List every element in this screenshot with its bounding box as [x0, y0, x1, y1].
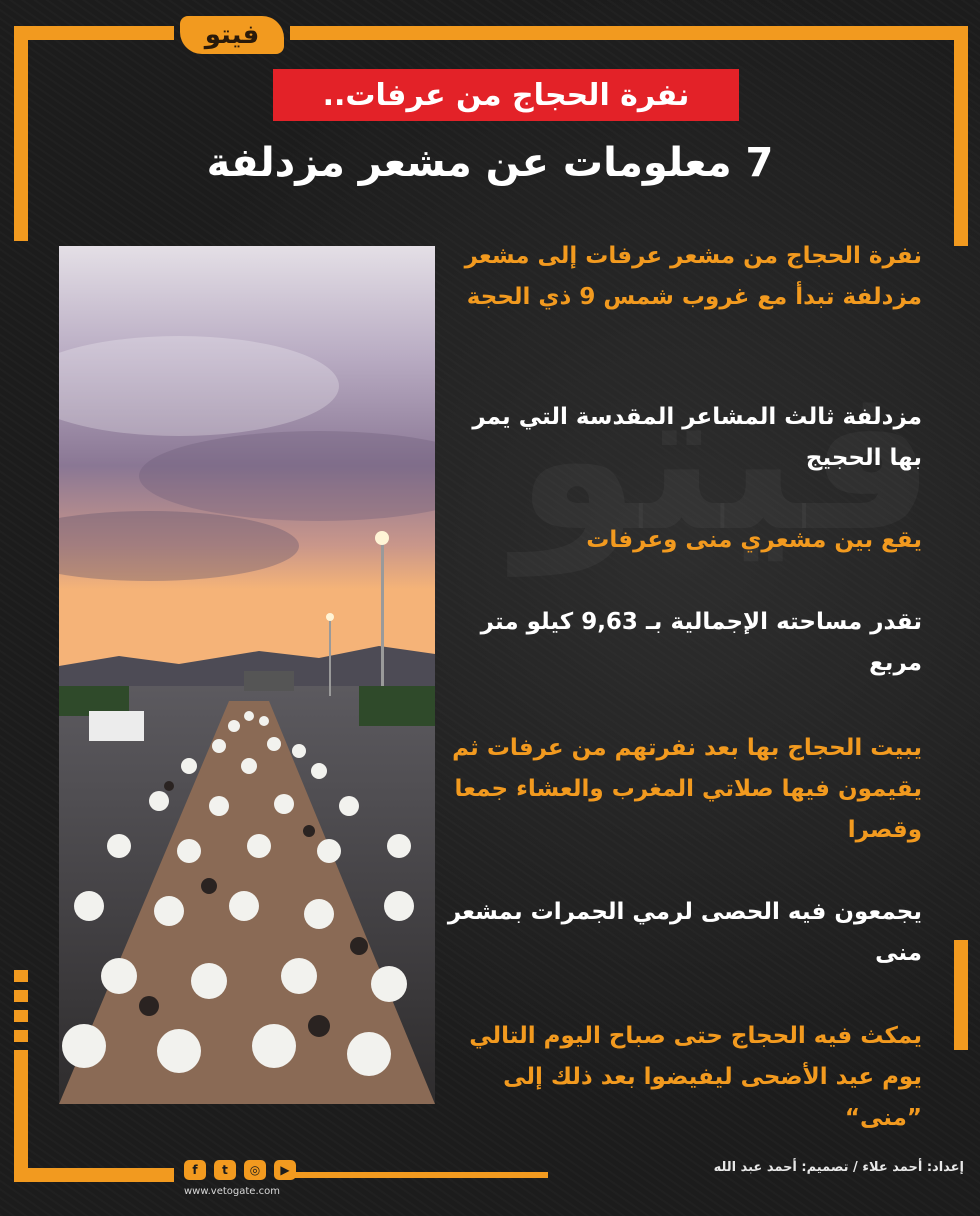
- banner-text: نفرة الحجاج من عرفات..: [322, 77, 690, 113]
- fact-6: يجمعون فيه الحصى لرمي الجمرات بمشعر منى: [447, 899, 922, 966]
- fact-7: يمكث فيه الحجاج حتى صباح اليوم التالي يوم عيد الأضحى ليفيضوا بعد ذلك إلى ”منى“: [469, 1023, 922, 1131]
- header-banner: [273, 69, 739, 121]
- youtube-icon[interactable]: ▶: [274, 1160, 296, 1180]
- pilgrims-photo: [59, 246, 435, 1104]
- logo-text: فيتو: [204, 20, 260, 50]
- facebook-icon[interactable]: f: [184, 1160, 206, 1180]
- website-link[interactable]: www.vetogate.com: [184, 1186, 280, 1197]
- frame-dash: [14, 1030, 28, 1042]
- frame-dash: [14, 212, 28, 224]
- instagram-icon[interactable]: ◎: [244, 1160, 266, 1180]
- frame-bottom-mid: [292, 1172, 548, 1178]
- frame-top-left: [14, 26, 174, 40]
- frame-dash: [14, 970, 28, 982]
- frame-right: [954, 26, 968, 246]
- fact-2: مزدلفة ثالث المشاعر المقدسة التي يمر بها الحجيج: [472, 404, 922, 471]
- fact-4: تقدر مساحته الإجمالية بـ 9,63 كيلو متر مربع: [480, 609, 922, 676]
- frame-dash: [14, 990, 28, 1002]
- frame-dash: [14, 1010, 28, 1022]
- fact-3: يقع بين مشعري منى وعرفات: [586, 527, 922, 553]
- twitter-icon[interactable]: t: [214, 1160, 236, 1180]
- frame-left-top: [14, 26, 28, 241]
- brand-logo: [180, 16, 284, 54]
- frame-top-right: [290, 26, 962, 40]
- fact-1: نفرة الحجاج من مشعر عرفات إلى مشعر مزدلفة تبدأ مع غروب شمس 9 ذي الحجة: [464, 243, 922, 310]
- frame-bottom: [14, 1168, 174, 1182]
- page-title: 7 معلومات عن مشعر مزدلفة: [206, 140, 774, 186]
- pilgrims-photo-illustration: [59, 246, 435, 1104]
- frame-left-bottom: [14, 1050, 28, 1170]
- frame-dash: [14, 192, 28, 204]
- social-links: [184, 1160, 296, 1180]
- frame-dash: [14, 172, 28, 184]
- fact-5: يبيت الحجاج بها بعد نفرتهم من عرفات ثم يقيمون فيها صلاتي المغرب والعشاء جمعا وقصرا: [452, 735, 922, 843]
- credits-text: إعداد: أحمد علاء / تصميم: أحمد عبد الله: [713, 1160, 964, 1175]
- frame-right-lower: [954, 940, 968, 1050]
- frame-dash: [14, 152, 28, 164]
